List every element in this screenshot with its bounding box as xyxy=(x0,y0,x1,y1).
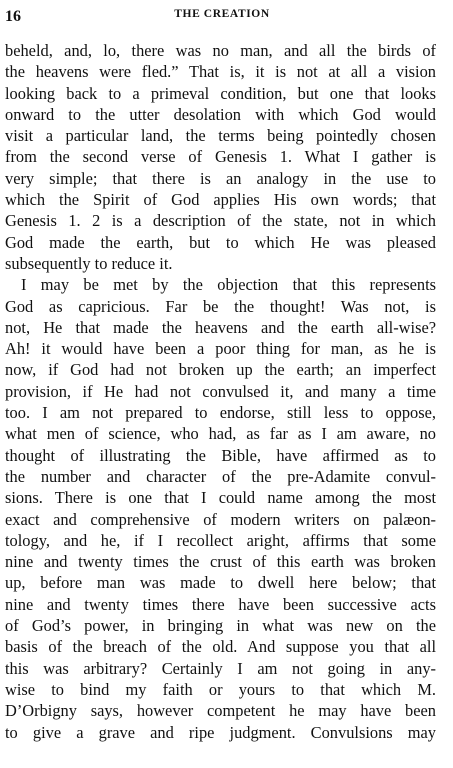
text-line: I may be met by the objection that this represents xyxy=(21,275,436,295)
paragraph xyxy=(5,274,436,743)
text-line: which the Spirit of God applies His own words; that xyxy=(5,190,436,210)
text-line: Genesis 1. 2 is a description of the state, not in which xyxy=(5,211,436,231)
text-line: thought of illustrating the Bible, have affirmed as to xyxy=(5,445,436,465)
text-line: nine and twenty times the crust of this earth was broken xyxy=(5,552,436,572)
text-line: nine and twenty times there have been successive acts xyxy=(5,594,436,614)
text-line: looking back to a primeval condition, but one that looks xyxy=(5,83,436,103)
text-line: now, if God had not broken up the earth; an imperfect xyxy=(5,360,436,380)
text-line: too. I am not prepared to endorse, still less to oppose, xyxy=(5,403,436,423)
text-line: D’Orbigny says, however competent he may have been xyxy=(5,701,436,721)
running-head xyxy=(5,6,439,28)
text-line: basis of the breach of the old. And suppose you that all xyxy=(5,637,436,657)
text-line: up, before man was made to dwell here below; that xyxy=(5,573,436,593)
text-line: sions. There is one that I could name among the most xyxy=(5,488,436,508)
text-line: the heavens were fled.” That is, it is not at all a vision xyxy=(5,62,436,82)
paragraph xyxy=(5,40,436,274)
page-number: 16 xyxy=(5,8,21,25)
text-line: wise to bind my faith or yours to that which M. xyxy=(5,679,436,699)
text-line: not, He that made the heavens and the earth all-wise? xyxy=(5,317,436,337)
text-line: very simple; that there is an analogy in the use to xyxy=(5,168,436,188)
text-line: of God’s power, in bringing in what was new on the xyxy=(5,616,436,636)
text-line: God made the earth, but to which He was pleased xyxy=(5,232,436,252)
text-line: tology, and he, if I recollect aright, affirms that some xyxy=(5,530,436,550)
text-line: Ah! it would have been a poor thing for man, as he is xyxy=(5,339,436,359)
text-line: God as capricious. Far be the thought! Was not, is xyxy=(5,296,436,316)
text-line: provision, if He had not convulsed it, and many a time xyxy=(5,381,436,401)
text-line: exact and comprehensive of modern writers on palæon- xyxy=(5,509,436,529)
text-line: what men of science, who had, as far as I am aware, no xyxy=(5,424,436,444)
text-line: from the second verse of Genesis 1. What I gather is xyxy=(5,147,436,167)
text-line: the number and character of the pre-Adamite convul- xyxy=(5,466,436,486)
text-line: beheld, and, lo, there was no man, and all the birds of xyxy=(5,41,436,60)
running-title: THE CREATION xyxy=(174,8,270,20)
text-line: onward to the utter desolation with which God would xyxy=(5,104,436,124)
text-line: this was arbitrary? Certainly I am not going in any- xyxy=(5,658,436,678)
text-line: to give a grave and ripe judgment. Convulsions may xyxy=(5,722,436,742)
body-text xyxy=(5,40,436,743)
text-line: subsequently to reduce it. xyxy=(5,253,173,273)
text-line: visit a particular land, the terms being pointedly chosen xyxy=(5,126,436,146)
